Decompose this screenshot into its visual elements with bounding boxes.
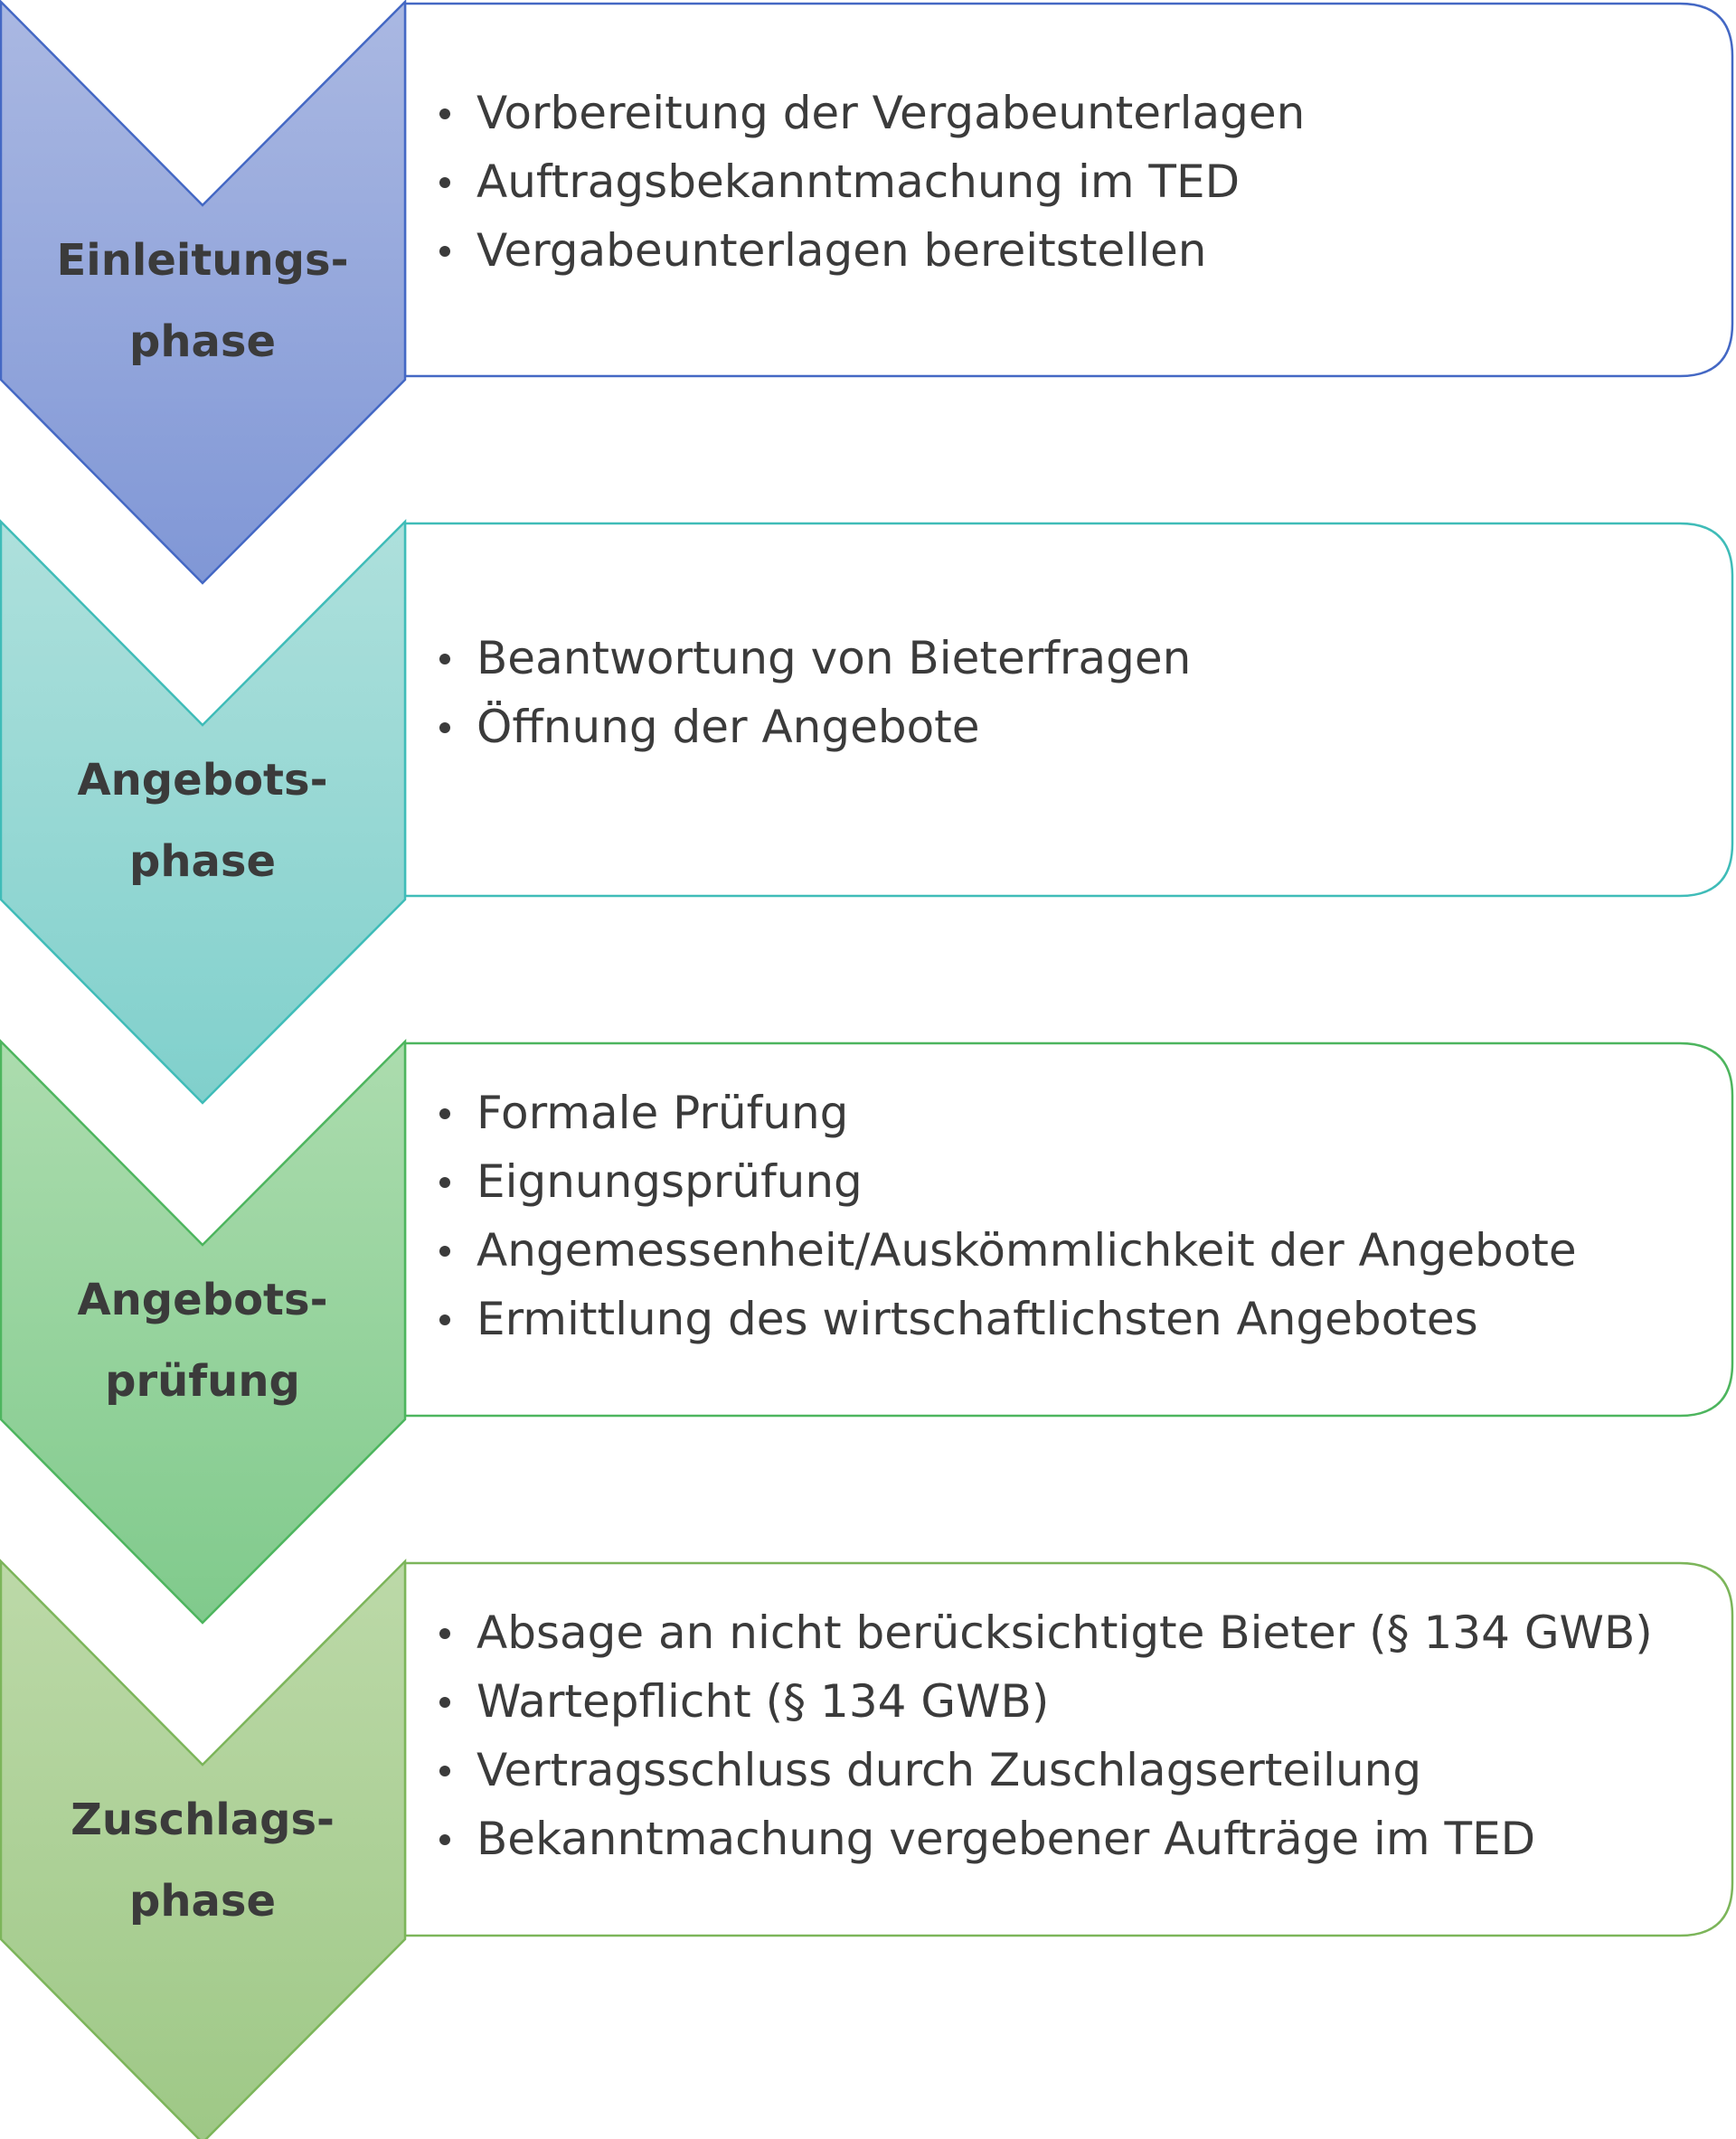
phase-item: Wartepflicht (§ 134 GWB): [476, 1675, 1050, 1728]
phase-item: Vorbereitung der Vergabeunterlagen: [476, 87, 1306, 139]
phase-item: Auftragsbekanntmachung im TED: [476, 155, 1241, 208]
phase-label-line1: Zuschlags-: [71, 1795, 335, 1845]
phase-item: Ermittlung des wirtschaftlichsten Angebotes: [476, 1293, 1478, 1345]
bullet-dot: [439, 1314, 450, 1325]
bullet-dot: [439, 1628, 450, 1639]
phase-item: Angemessenheit/Auskömmlichkeit der Angebote: [476, 1224, 1577, 1277]
phase-3: [1, 1041, 1732, 1623]
phase-chevron: [1, 1561, 405, 2139]
bullet-dot: [439, 1108, 450, 1119]
phase-label-line1: Einleitungs-: [56, 235, 349, 286]
phase-item: Vergabeunterlagen bereitstellen: [476, 224, 1207, 277]
phase-item: Absage an nicht berücksichtigte Bieter (§ 134 GWB): [476, 1607, 1653, 1659]
phase-chevron: [1, 1041, 405, 1623]
bullet-dot: [439, 1766, 450, 1776]
phase-1: [1, 2, 1732, 583]
phase-item: Eignungsprüfung: [476, 1155, 863, 1208]
phase-label-line2: phase: [128, 836, 277, 887]
phase-item: Vertragsschluss durch Zuschlagserteilung: [476, 1744, 1422, 1796]
phase-label-line1: Angebots-: [77, 755, 328, 806]
bullet-dot: [439, 177, 450, 188]
phase-item: Formale Prüfung: [476, 1087, 849, 1139]
phase-chevron: [1, 522, 405, 1103]
phase-label-line2: phase: [128, 316, 277, 367]
phase-2: [1, 522, 1732, 1103]
bullet-dot: [439, 246, 450, 257]
phase-label-line2: phase: [128, 1876, 277, 1927]
bullet-dot: [439, 1177, 450, 1188]
phase-item: Bekanntmachung vergebener Aufträge im TED: [476, 1813, 1536, 1865]
bullet-dot: [439, 654, 450, 664]
phase-label-line2: prüfung: [105, 1356, 300, 1407]
bullet-dot: [439, 722, 450, 733]
phase-item: Beantwortung von Bieterfragen: [476, 632, 1192, 684]
phase-item: Öffnung der Angebote: [476, 701, 980, 753]
phase-label-line1: Angebots-: [77, 1275, 328, 1325]
bullet-dot: [439, 1834, 450, 1845]
phase-chevron: [1, 2, 405, 583]
bullet-dot: [439, 1697, 450, 1708]
phase-4: [1, 1561, 1732, 2139]
bullet-dot: [439, 1246, 450, 1257]
bullet-dot: [439, 108, 450, 119]
